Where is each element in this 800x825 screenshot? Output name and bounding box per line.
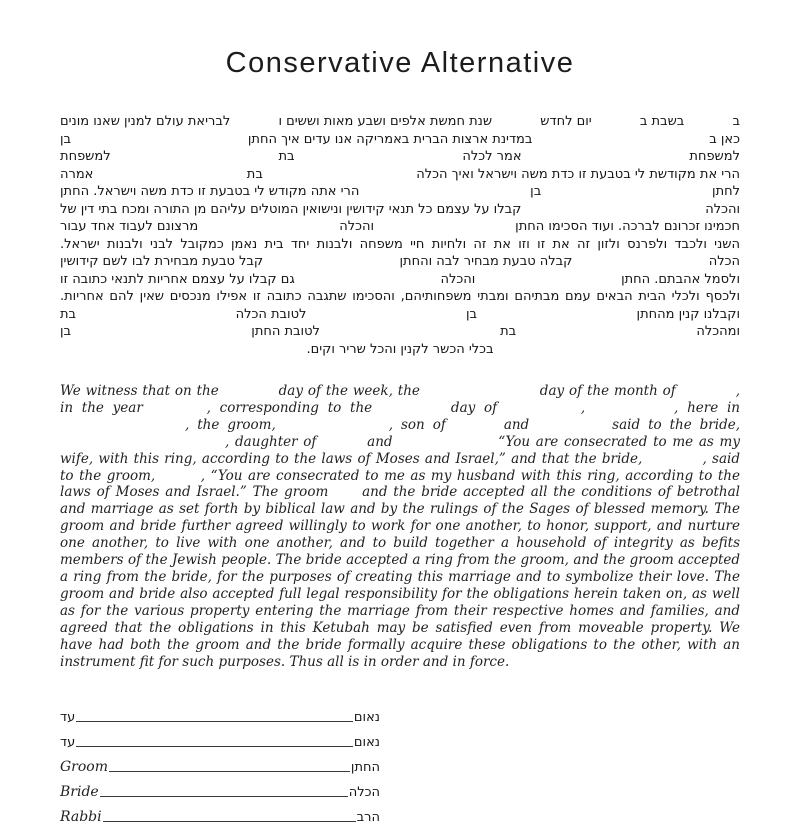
fill-in-blank — [681, 394, 736, 395]
signature-label-right: החתן — [350, 760, 380, 776]
hebrew-text-segment: לטובת החתן — [251, 324, 320, 339]
hebrew-text-segment: אמרה — [60, 166, 94, 182]
hebrew-text-segment: מרצונם לעבוד אחד עבור — [60, 219, 199, 234]
hebrew-text-segment: לחתן — [712, 184, 740, 199]
hebrew-text-segment: למשפחת — [689, 149, 740, 164]
fill-in-blank — [381, 411, 451, 412]
signature-label-left: עד — [60, 710, 76, 726]
fill-in-blank — [161, 479, 201, 480]
signature-line — [103, 820, 356, 822]
fill-in-blank — [398, 445, 498, 446]
signature-label-right: נאום — [353, 735, 380, 751]
fill-in-blank — [152, 411, 207, 412]
hebrew-line — [60, 271, 740, 289]
hebrew-text-segment: במדינת ארצות הברית באמריקה אנו עדים איך החתן — [247, 131, 533, 147]
hebrew-line — [60, 218, 740, 236]
hebrew-text-segment: קבלה טבעת מבחיר לבה והחתן — [399, 254, 573, 269]
signature-row — [60, 750, 380, 775]
hebrew-text-segment: וקבלנו קנין מהחתן — [636, 306, 740, 322]
fill-in-blank — [284, 428, 389, 429]
hebrew-text-segment: בן — [530, 184, 542, 199]
fill-in-blank — [60, 428, 185, 429]
hebrew-text-segment: בת — [246, 166, 263, 182]
hebrew-text-block — [60, 113, 740, 358]
hebrew-line — [60, 131, 740, 149]
fill-in-blank — [537, 428, 612, 429]
signature-line — [100, 795, 348, 797]
fill-in-blank — [594, 411, 674, 412]
signature-row — [60, 725, 380, 750]
hebrew-text-segment: לבריאת עולם למנין שאנו מונים — [60, 114, 231, 129]
signature-row — [60, 800, 380, 825]
fill-in-blank — [425, 394, 540, 395]
hebrew-text-segment: בשבת ב — [639, 114, 685, 129]
signature-label-left: Bride — [60, 784, 99, 801]
hebrew-text-segment: והכלה — [339, 219, 375, 234]
hebrew-text-segment: למשפחת — [60, 149, 111, 164]
hebrew-line — [60, 183, 740, 201]
hebrew-text-segment: שנת חמשת אלפים ושבע מאות וששים ו — [278, 114, 493, 129]
hebrew-text-segment: יום לחדש — [540, 114, 592, 129]
hebrew-text-segment: בן — [465, 306, 477, 322]
hebrew-line — [60, 323, 740, 341]
signature-line — [76, 745, 353, 747]
hebrew-text-segment: הרי אתה מקודש לי בטבעת זו כדת משה וישראל. החתן — [60, 184, 360, 199]
hebrew-text-segment: בת — [60, 306, 77, 322]
hebrew-line — [60, 148, 740, 166]
fill-in-blank — [322, 445, 367, 446]
hebrew-text-segment: בן — [60, 324, 72, 339]
signature-row — [60, 775, 380, 800]
signature-label-left: עד — [60, 735, 76, 751]
signature-label-right: הרב — [356, 810, 380, 825]
hebrew-text-segment: והכלה — [705, 201, 740, 217]
hebrew-line — [60, 306, 740, 324]
hebrew-text-segment: והכלה — [440, 271, 476, 287]
hebrew-line: בכלי הכשר לקנין והכל שריר וקים. — [306, 341, 494, 357]
signature-line — [76, 720, 353, 722]
hebrew-text-segment: לטובת הכלה — [235, 306, 307, 322]
hebrew-line — [60, 166, 740, 184]
hebrew-line: ולכסף ולכלי הבית הבאים עמם מבתיהם ומבתי משפחותיהם, והסכימו שתגבה כתובה זו אפילו מנכסים שאין להם אחריות. — [60, 289, 740, 304]
fill-in-blank — [224, 394, 279, 395]
fill-in-blank — [506, 411, 581, 412]
fill-in-blank — [454, 428, 504, 429]
hebrew-text-segment: בן — [60, 131, 72, 147]
signature-label-left: Groom — [60, 759, 109, 776]
hebrew-text-segment: בת — [278, 149, 295, 164]
hebrew-text-segment: ומהכלה — [696, 324, 740, 339]
hebrew-line — [60, 201, 740, 219]
hebrew-text-segment: בת — [500, 324, 517, 339]
hebrew-text-segment: כאן ב — [709, 131, 740, 147]
fill-in-blank — [60, 445, 225, 446]
hebrew-text-segment: הרי את מקודשת לי בטבעת זו כדת משה וישראל ואיך הכלה — [416, 166, 740, 182]
hebrew-line — [60, 253, 740, 271]
signature-label-right: הכלה — [348, 785, 380, 801]
page-title: Conservative Alternative — [225, 47, 575, 79]
fill-in-blank — [334, 495, 362, 496]
signature-label-left: Rabbi — [60, 809, 102, 825]
signature-block — [60, 700, 380, 825]
hebrew-text-segment: קבל טבעת מבחירת לבו לשם קידושין — [60, 254, 264, 269]
hebrew-line — [60, 113, 740, 131]
hebrew-text-segment: גם קבלו על עצמם אחריות לתנאי כתובה זו — [60, 271, 295, 287]
signature-line — [109, 770, 350, 772]
hebrew-text-segment: אמר לכלה — [462, 149, 522, 164]
hebrew-text-segment: ולסמל אהבתם. החתן — [621, 271, 740, 287]
fill-in-blank — [648, 462, 703, 463]
hebrew-line: השני ולכבד ולפרנס ולזון זה את זו וזו את זה ולחיות חיי משפחה ולבנות יחד בית נאמן כמקובל לבני ולבנות ישראל. — [60, 236, 740, 252]
hebrew-text-segment: חכמינו זכרונם לברכה. ועוד הסכימו החתן — [515, 219, 740, 234]
english-text-block: We witness that on the day of the week, the day of the month of , in the year , corresponding to the day of , , here in , the groom, , son of and said to the bride, , daughter of and “You are consecrated to me as my wife, with this ring, according to the laws of Moses and Israel,” and that the bride, , said to the groom, , “You are consecrated to me as my husband with this ring, according to the laws of Moses and Israel.” The groom and the bride accepted all the conditions of betrothal and marriage as set forth by biblical law and by the rulings of the Sages of blessed memory. The groom and bride further agreed willingly to work for one another, to honor, support, and nurture one another, to live with one another, and to build together a household of integrity as befits members of the Jewish people. The bride accepted a ring from the groom, and the groom accepted a ring from the bride, for the purposes of creating this marriage and to symbolize their love. The groom and bride also accepted full legal responsibility for the obligations herein taken on, as well as for the various property entering the marriage from their respective homes and families, and agreed that the obligations in this Ketubah may be satisfied even from moveable property. We have had both the groom and the bride formally acquire these obligations to the other, with an instrument fit for such purposes. Thus all is in order and in force. — [60, 383, 741, 670]
signature-row — [60, 700, 380, 725]
signature-label-right: נאום — [353, 710, 380, 726]
hebrew-text-segment: הכלה — [708, 254, 740, 269]
hebrew-text-segment: ב — [732, 114, 740, 129]
hebrew-text-segment: קבלו על עצמם כל תנאי קידושין ונישואין המוטלים עליהם מן התורה ומכח בתי דין של — [60, 201, 522, 217]
